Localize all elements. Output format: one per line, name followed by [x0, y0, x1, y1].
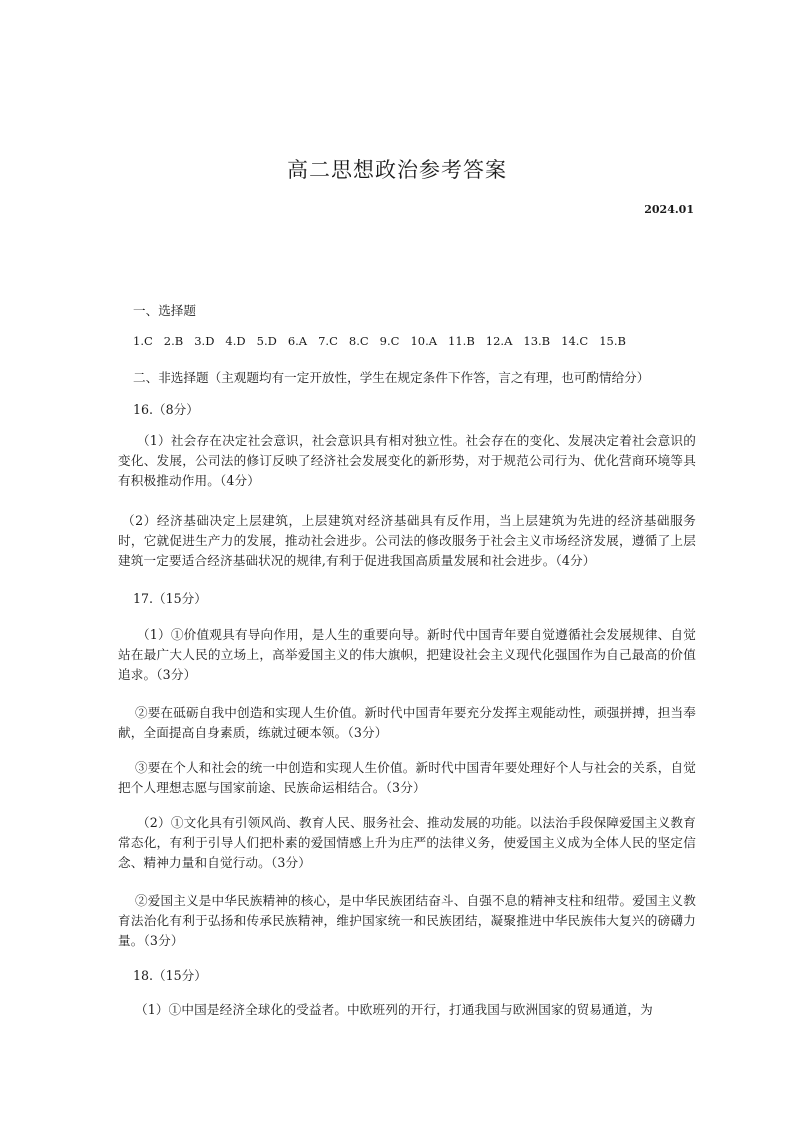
q17-label: 17.（15分）	[133, 591, 207, 606]
answer-item: 11.B	[448, 334, 475, 348]
answer-item: 7.C	[318, 334, 338, 348]
answer-item: 10.A	[410, 334, 438, 348]
answer-item: 3.D	[194, 334, 215, 348]
answer-list	[133, 334, 693, 348]
answer-item: 15.B	[599, 334, 626, 348]
answer-item: 1.C	[133, 334, 153, 348]
q16-label: 16.（8分）	[133, 402, 199, 417]
answer-item: 14.C	[561, 334, 589, 348]
q18-paragraph-1: （1）①中国是经济全球化的受益者。中欧班列的开行，打通我国与欧洲国家的贸易通道，为	[135, 1002, 653, 1017]
q16-paragraph-1: （1）社会存在决定社会意识，社会意识具有相对独立性。社会存在的变化、发展决定着社会意识的变化、发展，公司法的修订反映了经济社会发展变化的新形势，对于规范公司行为、优化营商环境等具有积极推动作用。（4分）	[118, 433, 696, 488]
answer-item: 5.D	[256, 334, 277, 348]
q18-label: 18.（15分）	[133, 968, 207, 983]
page-title: 高二思想政治参考答案	[287, 158, 507, 182]
answer-item: 13.B	[523, 334, 551, 348]
answer-item: 6.A	[287, 334, 308, 348]
q17-paragraph-1: （1）①价值观具有导向作用，是人生的重要向导。新时代中国青年要自觉遵循社会发展规律、自觉站在最广大人民的立场上，高举爱国主义的伟大旗帜，把建设社会主义现代化强国作为自己最高的价值追求。（3分）	[118, 627, 696, 682]
q17-paragraph-3: ③要在个人和社会的统一中创造和实现人生价值。新时代中国青年要处理好个人与社会的关系，自觉把个人理想志愿与国家前途、民族命运相结合。（3分）	[118, 760, 696, 795]
answer-item: 12.A	[485, 334, 513, 348]
q17-paragraph-4: （2）①文化具有引领风尚、教育人民、服务社会、推动发展的功能。以法治手段保障爱国主义教育常态化，有利于引导人们把朴素的爱国情感上升为庄严的法律义务，使爱国主义成为全体人民的坚定信念、精神力量和自觉行动。（3分）	[118, 815, 696, 870]
answer-item: 4.D	[225, 334, 246, 348]
answer-item: 8.C	[348, 334, 369, 348]
q16-paragraph-2: （2）经济基础决定上层建筑，上层建筑对经济基础具有反作用，当上层建筑为先进的经济基础服务时，它就促进生产力的发展，推动社会进步。公司法的修改服务于社会主义市场经济发展，遵循了上层建筑一定要适合经济基础状况的规律,有利于促进我国高质量发展和社会进步。（4分）	[118, 513, 696, 568]
q17-paragraph-2: ②要在砥砺自我中创造和实现人生价值。新时代中国青年要充分发挥主观能动性，顽强拼搏，担当奉献，全面提高自身素质，练就过硬本领。（3分）	[118, 705, 696, 740]
answer-item: 9.C	[379, 334, 400, 348]
q17-paragraph-5: ②爱国主义是中华民族精神的核心，是中华民族团结奋斗、自强不息的精神支柱和纽带。爱国主义教育法治化有利于弘扬和传承民族精神，维护国家统一和民族团结，凝聚推进中华民族伟大复兴的磅礴力量。（3分）	[118, 893, 696, 948]
answer-item: 2.B	[163, 334, 184, 348]
section1-heading: 一、选择题	[133, 303, 196, 318]
date: 2024.01	[644, 203, 694, 216]
section2-heading: 二、非选择题（主观题均有一定开放性，学生在规定条件下作答，言之有理，也可酌情给分）	[133, 370, 650, 385]
